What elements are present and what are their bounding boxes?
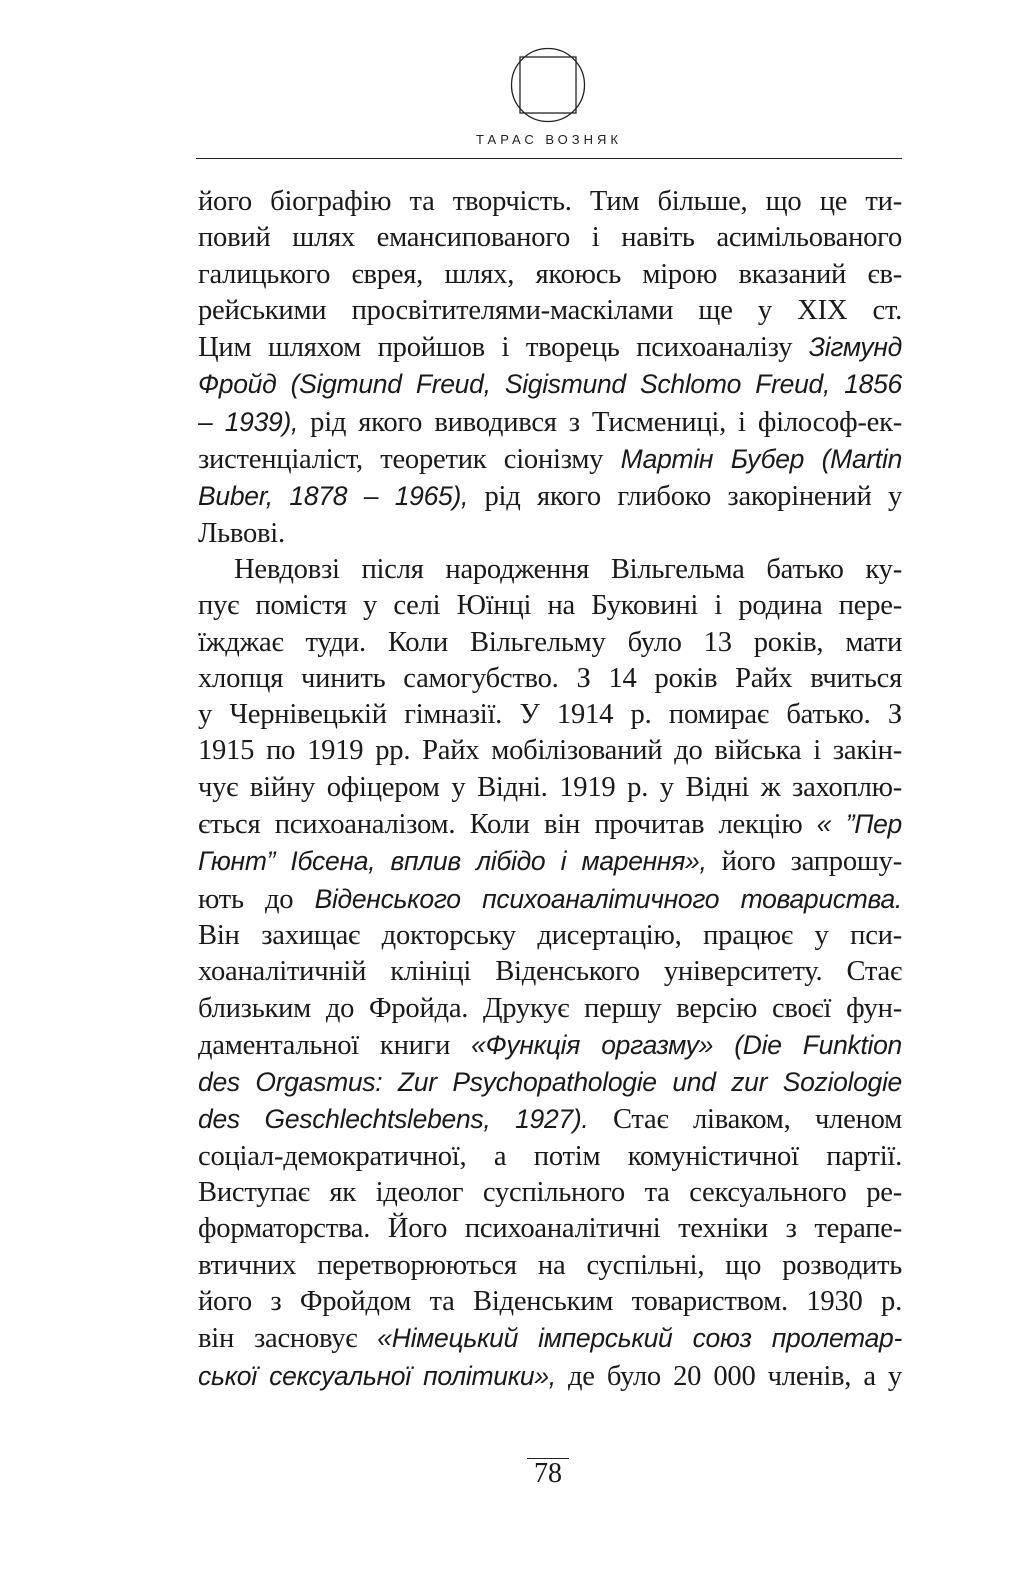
italic-title: ської сексуальної політики», [198,1360,556,1391]
text-line: хлопця чинить самогубство. З 14 років Райх вчиться [198,662,902,694]
italic-title: « ”Пер [816,809,902,840]
text-run: зистенціаліст, теоретик сіонізму [198,444,621,476]
paragraph-2 [198,552,902,1395]
text-line: його з Фройдом та Віденським товариством. 1930 р. [198,1285,902,1317]
text-run: його запрошу- [706,846,902,878]
page-number: 78 [534,1458,562,1489]
text-run: Цим шляхом пройшов і творець психоаналізу [198,332,809,364]
text-line: Виступає як ідеолог суспільного та сексуального ре- [198,1177,902,1209]
paragraph-1 [198,184,902,552]
text-run: ють до [198,883,315,915]
text-line: втичних перетворюються на суспільні, що розводить [198,1249,902,1281]
text-line: чує війну офіцером у Відні. 1919 р. у Відні ж захоплю- [198,771,902,803]
text-line [198,843,902,880]
text-line: їжджає туди. Коли Вільгельму було 13 років, мати [198,626,902,658]
text-line: повий шлях емансипованого і навіть асимільованого [198,222,902,254]
text-line [198,1320,902,1357]
text-line [198,1358,902,1395]
text-line [198,881,902,918]
text-run: Стає ліваком, членом [588,1104,902,1136]
text-line: форматорства. Його психоаналітичні техніки з терапе- [198,1213,902,1245]
text-line [198,806,902,843]
italic-dates: – 1939), [198,406,299,437]
text-line [198,478,902,515]
text-line: його біографію та творчість. Тим більше, що це ти- [198,186,902,217]
header-rule [196,158,902,159]
italic-title: Віденського психоаналітичного товариства. [314,883,902,914]
italic-name: Зігмунд [808,332,902,363]
text-line: у Чернівецькій гімназії. У 1914 р. помирає батько. З [198,699,902,731]
text-line: пує помістя у селі Юїнці на Буковині і родина пере- [198,590,902,622]
text-line: 1915 по 1919 рр. Райх мобілізований до війська і закін- [198,735,902,767]
italic-title: des Orgasmus: Zur Psychopathologie und zur Soziologie [198,1067,902,1098]
text-line: соціал-демократичної, а потім комуністичної партії. [198,1140,902,1172]
text-line: близьким до Фройда. Друкує першу версію своєї фун- [198,992,902,1024]
text-line [198,1064,902,1101]
italic-name: Фройд (Sigmund Freud, Sigismund Schlomo Freud, 1856 [198,369,902,400]
text-line [198,366,902,403]
body-text [198,184,902,1395]
text-line: Він захищає докторську дисертацію, працює у пси- [198,919,902,951]
italic-title: des Geschlechtslebens, 1927). [198,1104,589,1135]
text-line [198,1101,902,1138]
italic-name: Buber, 1878 – 1965), [198,481,469,512]
text-line [198,441,902,478]
text-run: рід якого глибоко закорінений у [468,481,902,513]
text-line [198,1027,902,1064]
circle-square-logo-icon [510,47,586,123]
text-run: ється психоаналізом. Коли він прочитав лекцію [198,809,817,841]
text-run: де було 20 000 членів, а у [555,1360,902,1392]
text-line [198,329,902,366]
italic-title: «Функція оргазму» (Die Funktion [471,1029,902,1060]
text-line: хоаналітичній клініці Віденського університету. Стає [198,956,902,988]
text-line: галицького єврея, шлях, якоюсь мірою вказаний єв- [198,258,902,290]
text-line: Невдовзі після народження Вільгельма батько ку- [234,553,902,585]
text-run: рід якого виводився з Тисмениці, і філософ-ек- [298,406,902,438]
text-line: Львові. [198,517,285,549]
text-line [198,404,902,441]
text-run: даментальної книги [198,1029,472,1061]
italic-title: Гюнт” Ібсена, вплив лібідо і марення», [198,846,707,877]
italic-title: «Німецький імперський союз пролетар- [377,1323,902,1354]
text-line: рейськими просвітителями-маскілами ще у XIX ст. [198,294,902,326]
italic-name: Мартін Бубер (Martin [620,444,903,475]
running-head-author: ТАРАС ВОЗНЯК [476,132,622,147]
text-run: він засновує [198,1323,378,1355]
